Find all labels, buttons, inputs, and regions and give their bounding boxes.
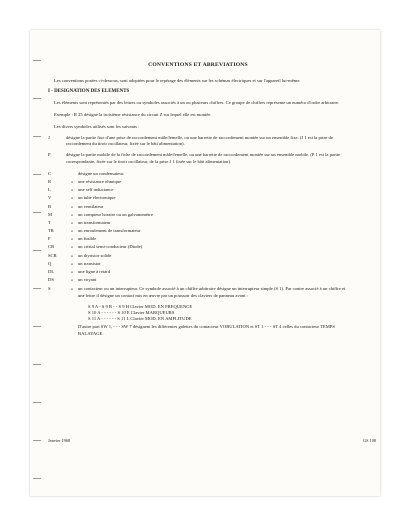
symbol-code: SCR [48, 252, 57, 258]
ditto-mark: » [70, 211, 74, 217]
symbol-code: B [48, 203, 52, 209]
closing-paragraph: D'autre part SW 1, - - - SW 7 désignent les différentes galettes du contacteur VOBULATION et ST 1 - - - ST 4 celles du contacteur TEMPS BALAYAGE. [78, 324, 335, 336]
symbol-code: T [48, 219, 51, 225]
code-line: S 11 A - - - - - - S 11 L Clavier MOD. EN AMPLITUDE [88, 316, 192, 322]
binding-mark [33, 98, 41, 99]
document-body [48, 40, 348, 341]
binding-mark [33, 60, 41, 61]
symbol-row [48, 170, 348, 178]
symbol-row [48, 268, 348, 276]
symbol-row [48, 260, 348, 268]
symbol-code: M [48, 211, 53, 217]
binding-mark [33, 440, 41, 441]
ditto-mark: » [70, 286, 74, 292]
symbol-code: TR [48, 228, 54, 234]
symbol-row [48, 211, 348, 219]
symbol-row [48, 227, 348, 235]
ditto-mark: » [70, 244, 74, 250]
symbol-description: un transistor [78, 260, 101, 266]
symbol-code: Q [48, 260, 52, 266]
symbol-row [48, 194, 348, 202]
ditto-mark: » [70, 260, 74, 266]
code-line: S 10 A - - - - - - S 10 E Clavier MARQUEURS [88, 309, 175, 315]
symbol-description: une ligne à retard [78, 269, 111, 275]
symbol-row [48, 186, 348, 194]
symbol-code: L [48, 187, 51, 193]
page-title: CONVENTIONS ET ABREVIATIONS [148, 62, 248, 68]
symbol-description: désigne un condensateur. [78, 170, 125, 176]
code-line: S 9 A - S 9 B - - S 9 H Clavier MOD. EN FREQUENCE [88, 303, 193, 309]
symbol-code: DS [48, 277, 54, 283]
symbol-description: une résistance ohmique [78, 178, 122, 184]
binding-mark [33, 174, 41, 175]
symbols-intro: Les divers symboles utilisés sont les suivants : [54, 123, 140, 129]
binding-mark [33, 212, 41, 213]
section-paragraph: Les éléments sont représentés par des lettres ou symboles associés à un ou plusieurs chiffres. Ce groupe de chiffres représente un numéro d'ordre arbitraire. [54, 100, 340, 106]
symbol-code: S [48, 286, 51, 292]
symbol-description: un cristal semi-conducteur (Diode) [78, 244, 143, 250]
example-paragraph: Exemple : R 25 désigne la troisième résistance du circuit Z sur lequel elle est montée. [54, 111, 212, 117]
symbol-row [48, 252, 348, 260]
symbol-description: un fusible [78, 236, 97, 242]
symbol-row-s [48, 286, 348, 298]
definition-text: désigne la partie fixe d'une prise de raccordement mâle/femelle, ou une barrette de raccordement montée sur un ensemble fixe. (J 1 est la prise de raccordement du tiroir oscillateur, fixée sur le bâti alimentation). [66, 135, 333, 147]
binding-mark [33, 326, 41, 327]
footer-reference: GS 108 [362, 438, 376, 443]
symbol-row [48, 235, 348, 243]
symbol-code: F [48, 236, 51, 242]
definition-text: désigne la partie mobile de la fiche de raccordement mâle/femelle, ou une barrette de raccordement montée sur un ensemble mobile. (P 1 est la partie correspondante, fixée sur le tiroir oscillateur, de la prise J 1 fixée sur le bâti alimentation). [66, 152, 341, 164]
symbol-description: un enroulement de transformateur [78, 228, 141, 234]
ditto-mark: » [70, 277, 74, 283]
symbol-list [48, 170, 348, 299]
page-footer [48, 438, 376, 443]
binding-mark [33, 478, 41, 479]
binding-mark [33, 250, 41, 251]
symbol-code: R [48, 178, 52, 184]
ditto-mark: » [70, 195, 74, 201]
symbol-row [48, 243, 348, 251]
symbol-row [48, 178, 348, 186]
symbol-code: CR [48, 244, 55, 250]
ditto-mark: » [70, 219, 74, 225]
symbol-description: un thyristor solide [78, 252, 112, 258]
ditto-mark: » [70, 178, 74, 184]
binding-mark [33, 364, 41, 365]
footer-date: Janvier 1968 [48, 438, 71, 443]
binding-mark [33, 402, 41, 403]
ditto-mark: » [70, 228, 74, 234]
binding-mark [33, 288, 41, 289]
section-heading: I - DESIGNATION DES ELEMENTS [48, 88, 130, 94]
symbol-description: un transformateur [78, 219, 111, 225]
keyboard-codes [88, 304, 348, 323]
symbol-code: C [48, 170, 52, 176]
definition-j [48, 135, 348, 147]
definition-code: J [48, 135, 50, 141]
symbol-description: un ventilateur [78, 203, 104, 209]
symbol-description: une self inductance [78, 187, 114, 193]
symbol-row [48, 203, 348, 211]
ditto-mark: » [70, 252, 74, 258]
definition-code: P [48, 152, 51, 158]
ditto-mark: » [70, 203, 74, 209]
ditto-mark: » [70, 187, 74, 193]
symbol-description: un contacteur ou un interrupteur. Ce symbole associé à un chiffre arbitraire désigne un interrupteur simple (S 1). Par contre associé à un chiffre et une lettre il désigne un contact mis en œuvre par un poussoir des claviers de panneau avant : [78, 286, 346, 298]
ditto-mark: » [70, 236, 74, 242]
ditto-mark: » [70, 269, 74, 275]
symbol-code: DL [48, 269, 55, 275]
binding-holes [33, 60, 43, 480]
binding-mark [33, 136, 41, 137]
definition-p [48, 152, 348, 164]
intro-paragraph: Les conventions posées ci-dessous, sont adoptées pour le repérage des éléments sur les schémas électriques et sur l'appareil lui-même. [54, 77, 301, 83]
symbol-description: un tube électronique [78, 195, 116, 201]
symbol-description: un compteur horaire ou un galvanomètre [78, 211, 153, 217]
symbol-description: un voyant [78, 277, 97, 283]
symbol-row [48, 219, 348, 227]
symbol-row [48, 276, 348, 284]
symbol-code: V [48, 195, 52, 201]
